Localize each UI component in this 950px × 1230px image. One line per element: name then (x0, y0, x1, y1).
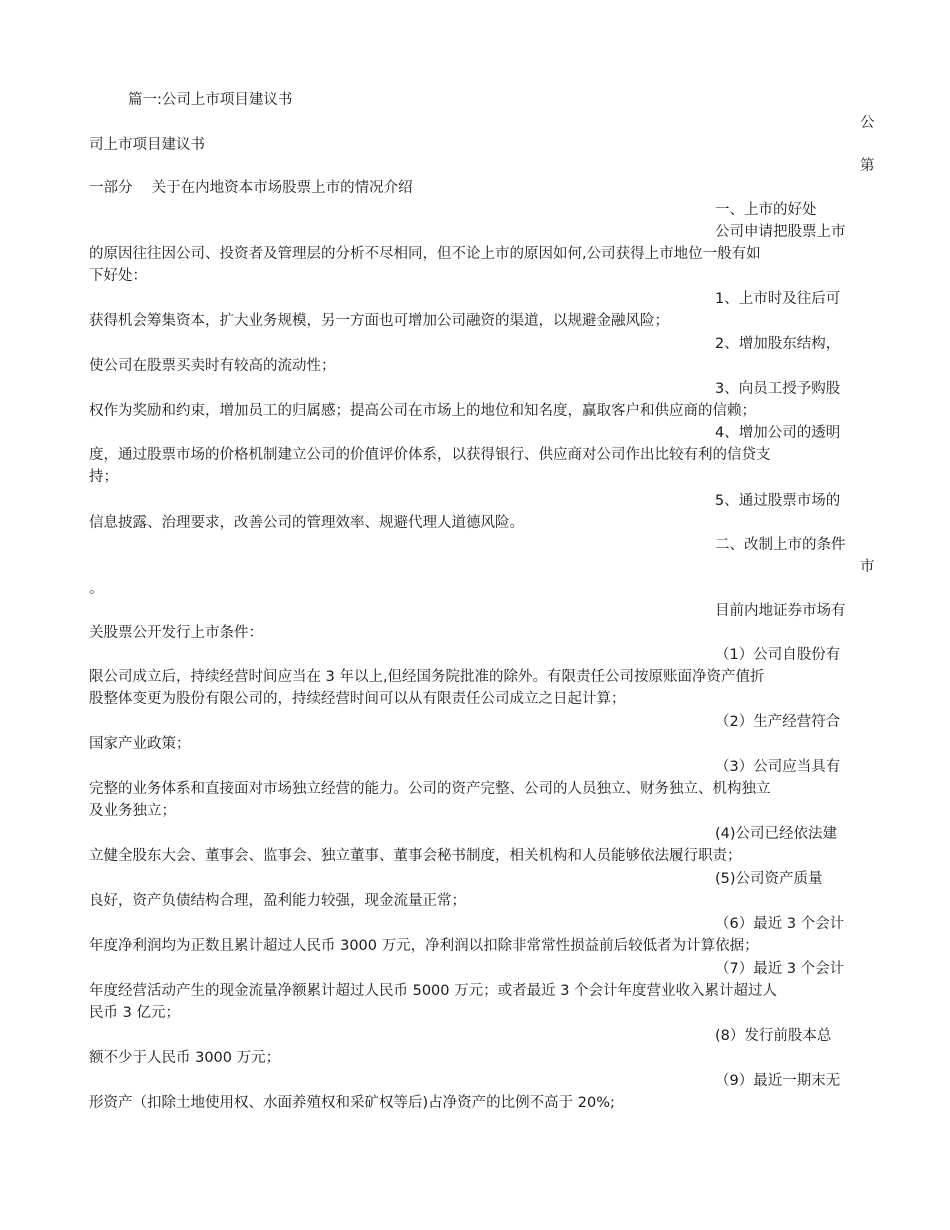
text-line: 立健全股东大会、董事会、监事会、独立董事、董事会秘书制度，相关机构和人员能够依法履行职责； (89, 848, 742, 864)
text-line: 持； (89, 469, 118, 485)
text-line: 及业务独立； (89, 803, 176, 819)
text-line: 民币 3 亿元； (89, 1005, 180, 1021)
text-line: 公 (860, 115, 875, 131)
text-line: 额不少于人民币 3000 万元； (89, 1050, 281, 1066)
text-line: 度，通过股票市场的价格机制建立公司的价值评价体系，以获得银行、供应商对公司作出比较有利的信贷支 (89, 447, 771, 463)
list-item-start: 3、向员工授予购股 (715, 381, 841, 397)
text-line: 完整的业务体系和直接面对市场独立经营的能力。公司的资产完整、公司的人员独立、财务独立、机构独立 (89, 781, 771, 797)
list-item-start: （7）最近 3 个会计 (715, 961, 845, 977)
list-item-start: 5、通过股票市场的 (715, 493, 841, 509)
list-item-start: （1）公司自股份有 (715, 647, 841, 663)
list-item-start: (8）发行前股本总 (715, 1028, 832, 1044)
list-item-start: 4、增加公司的透明 (715, 425, 841, 441)
list-item-start: （3）公司应当具有 (715, 759, 841, 775)
list-item-start: 1、上市时及往后可 (715, 291, 841, 307)
text-line: 良好，资产负债结构合理，盈利能力较强，现金流量正常； (89, 893, 466, 909)
list-item-start: （6）最近 3 个会计 (715, 916, 845, 932)
list-item-start: （2）生产经营符合 (715, 714, 841, 730)
document-title: 篇一:公司上市项目建议书 (128, 92, 293, 108)
text-line: 获得机会筹集资本，扩大业务规模，另一方面也可增加公司融资的渠道，以规避金融风险； (89, 313, 669, 329)
text-line: 权作为奖励和约束，增加员工的归属感；提高公司在市场上的地位和知名度，赢取客户和供应商的信赖； (89, 403, 756, 419)
text-line: 下好处： (89, 268, 147, 284)
text-line: 股整体变更为股份有限公司的，持续经营时间可以从有限责任公司成立之日起计算； (89, 691, 626, 707)
section-heading: 一、上市的好处 (715, 202, 817, 218)
text-line: 限公司成立后，持续经营时间应当在 3 年以上,但经国务院批准的除外。有限责任公司按原账面净资产值折 (89, 669, 765, 685)
text-line: 国家产业政策； (89, 736, 191, 752)
part-heading: 一部分 关于在内地资本市场股票上市的情况介绍 (89, 180, 413, 196)
list-item-start: （9）最近一期末无 (715, 1073, 841, 1089)
text-line: 年度净利润均为正数且累计超过人民币 3000 万元，净利润以扣除非常常性损益前后较低者为计算依据； (89, 938, 759, 954)
text-line: 市 (860, 559, 875, 575)
text-line: 形资产（扣除土地使用权、水面养殖权和采矿权等后)占净资产的比例不高于 20%; (89, 1095, 615, 1111)
text-line: 司上市项目建议书 (89, 137, 205, 153)
text-line: 关股票公开发行上市条件： (89, 625, 263, 641)
text-line: 使公司在股票买卖时有较高的流动性； (89, 358, 336, 374)
text-line: 的原因往往因公司、投资者及管理层的分析不尽相同，但不论上市的原因如何,公司获得上市地位一般有如 (89, 246, 761, 262)
list-item-start: (4)公司已经依法建 (715, 826, 838, 842)
text-line: 。 (89, 581, 104, 597)
text-line: 公司申请把股票上市 (715, 224, 846, 240)
section-heading: 二、改制上市的条件 (715, 537, 846, 553)
list-item-start: (5)公司资产质量 (715, 871, 823, 887)
text-line: 信息披露、治理要求，改善公司的管理效率、规避代理人道德风险。 (89, 515, 524, 531)
text-line: 第 (860, 158, 875, 174)
list-item-start: 2、增加股东结构， (715, 336, 841, 352)
text-line: 目前内地证券市场有 (715, 603, 846, 619)
text-line: 年度经营活动产生的现金流量净额累计超过人民币 5000 万元；或者最近 3 个会计年度营业收入累计超过人 (89, 983, 778, 999)
